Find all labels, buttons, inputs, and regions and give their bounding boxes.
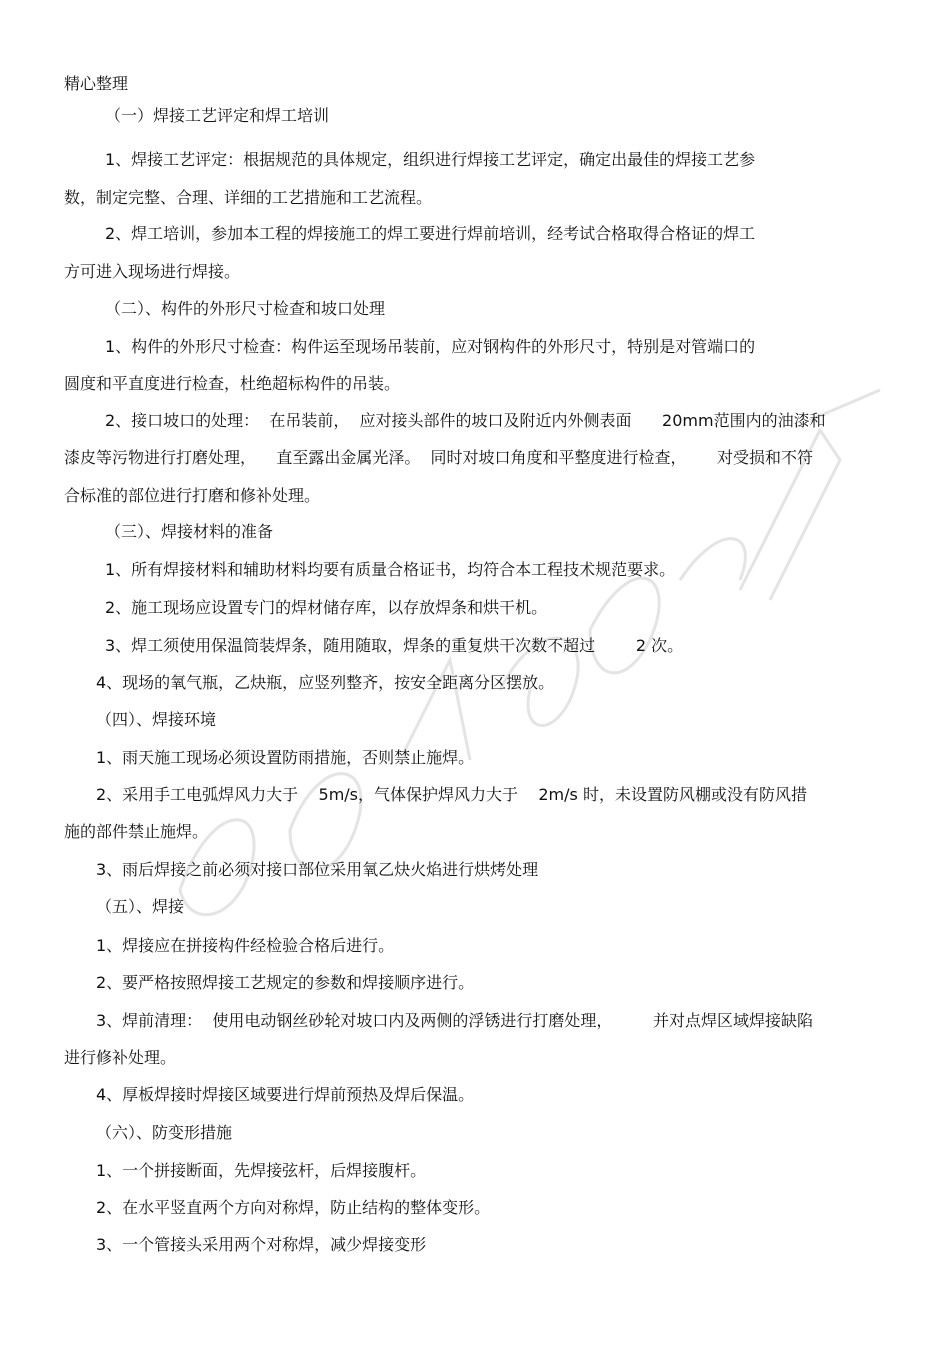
section-heading: （五）、焊接 [96, 897, 185, 916]
paragraph-line: 方可进入现场进行焊接。 [64, 262, 241, 281]
paragraph-line: 圆度和平直度进行检查，杜绝超标构件的吊装。 [64, 374, 401, 393]
paragraph-line: 2、要严格按照焊接工艺规定的参数和焊接顺序进行。 [96, 973, 475, 992]
paragraph-line: 4、现场的氧气瓶，乙炔瓶，应竖列整齐，按安全距离分区摆放。 [96, 673, 555, 692]
paragraph-line: 2、接口坡口的处理： 在吊装前， 应对接头部件的坡口及附近内外侧表面 20mm范围内的油漆和 [105, 411, 826, 430]
paragraph-line: 3、焊工须使用保温筒装焊条，随用随取，焊条的重复烘干次数不超过 2 次。 [105, 636, 684, 655]
paragraph-line: 合标准的部位进行打磨和修补处理。 [64, 486, 321, 505]
paragraph-line: 1、一个拼接断面，先焊接弦杆，后焊接腹杆。 [96, 1161, 427, 1180]
paragraph-line: 漆皮等污物进行打磨处理， 直至露出金属光泽。 同时对坡口角度和平整度进行检查， 对受损和不符 [64, 448, 814, 467]
paragraph-line: 1、所有焊接材料和辅助材料均要有质量合格证书，均符合本工程技术规范要求。 [105, 560, 676, 579]
section-heading: （一）焊接工艺评定和焊工培训 [105, 106, 330, 125]
section-heading: （六）、防变形措施 [96, 1123, 233, 1142]
document-title: 精心整理 [64, 74, 129, 93]
paragraph-line: 4、厚板焊接时焊接区域要进行焊前预热及焊后保温。 [96, 1085, 475, 1104]
paragraph-line: 2、施工现场应设置专门的焊材储存库，以存放焊条和烘干机。 [105, 598, 548, 617]
section-heading: （四）、焊接环境 [96, 710, 217, 729]
paragraph-line: 进行修补处理。 [64, 1048, 177, 1067]
paragraph-line: 数，制定完整、合理、详细的工艺措施和工艺流程。 [64, 188, 433, 207]
paragraph-line: 施的部件禁止施焊。 [64, 822, 209, 841]
paragraph-line: 3、焊前清理： 使用电动钢丝砂轮对坡口内及两侧的浮锈进行打磨处理， 并对点焊区域焊接缺陷 [96, 1011, 814, 1030]
paragraph-line: 1、雨天施工现场必须设置防雨措施，否则禁止施焊。 [96, 748, 475, 767]
paragraph-line: 2、焊工培训，参加本工程的焊接施工的焊工要进行焊前培训，经考试合格取得合格证的焊工 [105, 224, 756, 243]
paragraph-line: 1、焊接工艺评定：根据规范的具体规定，组织进行焊接工艺评定，确定出最佳的焊接工艺参 [105, 150, 756, 169]
paragraph-line: 3、雨后焊接之前必须对接口部位采用氧乙炔火焰进行烘烤处理 [96, 860, 539, 879]
paragraph-line: 2、在水平竖直两个方向对称焊，防止结构的整体变形。 [96, 1198, 491, 1217]
paragraph-line: 3、一个管接头采用两个对称焊，减少焊接变形 [96, 1235, 427, 1254]
section-heading: （三）、焊接材料的准备 [105, 522, 274, 541]
paragraph-line: 1、焊接应在拼接构件经检验合格后进行。 [96, 936, 395, 955]
paragraph-line: 2、采用手工电弧焊风力大于 5m/s，气体保护焊风力大于 2m/s 时，未设置防风棚或没有防风措 [96, 785, 807, 804]
section-heading: （二）、构件的外形尺寸检查和坡口处理 [105, 299, 386, 318]
paragraph-line: 1、构件的外形尺寸检查：构件运至现场吊装前，应对钢构件的外形尺寸，特别是对管端口的 [105, 337, 756, 356]
